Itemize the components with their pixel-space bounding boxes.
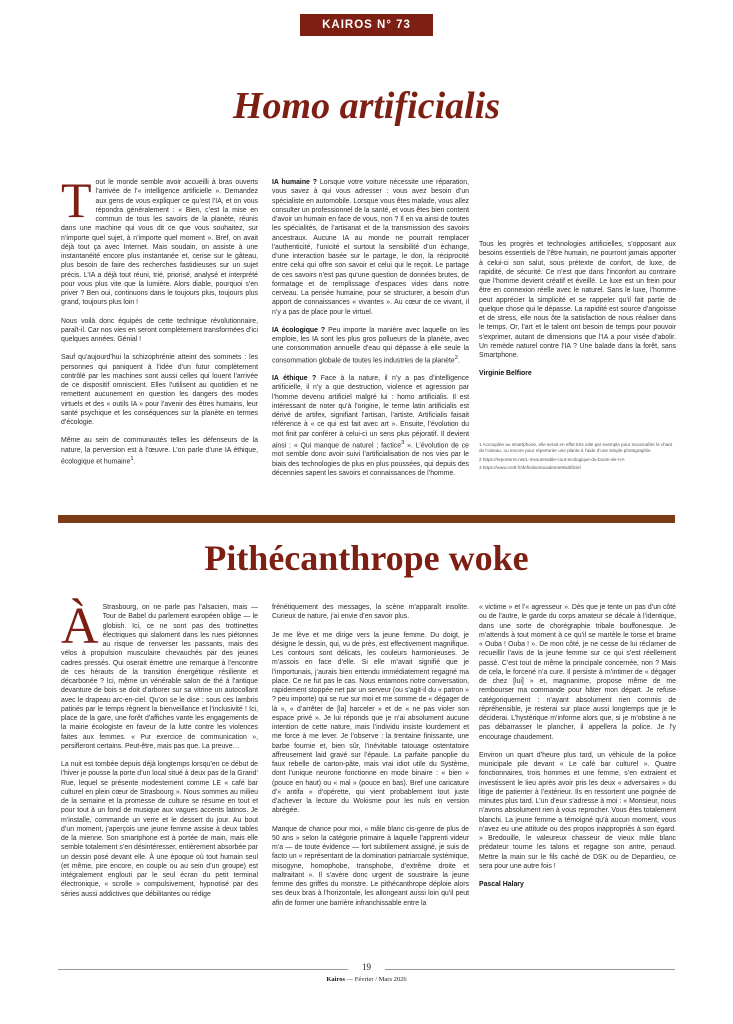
article1-paragraph-3: Sauf qu’aujourd’hui la schizophrénie atteint des sommets : les personnes qui paniquent à l’idée d’un futur complètement contrôlé par les machines sont aussi celles qui louent l’arrivée de ce dispositif omniscient. Elles l’utilisent au quotidien et ne remettent aucunement en question les dangers des modes virtuels et des « outils IA » pour l’avenir des êtres humains, leur santé psychique et les conséquences sur la planète en termes d’écologie. <box>61 354 258 426</box>
article2-paragraph-4: Je me lève et me dirige vers la jeune femme. Du doigt, je désigne le dessin, qui, vu de près, est effectivement magnifique. Les contours sont délicats, les couleurs harmonieuses. Je m’assois en face d’elle. Si elle m’avait signifié que je l’importunais, j’aurais bien entendu immédiatement regagné ma place. Ce ne fut pas le cas. Nous entamons notre conversation, rapidement stoppée net par un serveur (ou s’agit-il du « patron » ? peu importe) qui se rue sur moi et me somme de « dégager de là », « d’arrêter de [la] harceler » et de « ne pas violer son espace privé ». Je lui réponds que je n’ai absolument aucune intention de cette nature, mais l’individu insiste lourdement et me force à me lever. Je l’observe : la trentaine finissante, une barbe fournie et, bien sûr, l’inévitable tatouage ostentatoire affreusement laid gravé sur l’épaule. La parfaite panoplie du faux rebelle de carton-pâte, mais vrai idiot utile du Système, dont l’unique neurone fonctionne en mode binaire : « bien » (pouce en haut) ou « mal » (pouce en bas). Bref une caricature d’« antifa » d’opérette, qui vient probablement tout juste d’achever la lecture du Wokisme pour les nuls en version abrégée. <box>272 631 469 815</box>
article2-paragraph-6: « victime » et l’« agresseur ». Dès que je tente un pas d’un côté ou de l’autre, le garde du corps amateur se décale à l’identique, dans une sorte de chorégraphie tribale bouffonesque. Je m’attends à tout moment à ce qu’il se martèle le torse et brame « Ouba ! Ouba ! ». De mon côté, je ne cesse de lui réclamer de recueillir l’avis de la jeune femme sur ce qui s’est réellement passé. C’est tout de même la principale concernée, non ? Mais de cela, le forcené n’a cure. Il persiste à m’intimer de « dégager de chez [lui] » et, magnanime, propose même de me rembourser ma commande pour hâter mon départ. Je refuse catégoriquement : n’ayant absolument rien commis de répréhensible, je resterai sur place aussi longtemps que je le déciderai. L’hystérique m’informe alors que, si je m’obstine à ne pas débarrasser le plancher, il appellera la police. Je l’y encourage chaudement. <box>479 604 676 741</box>
footer-date: — Février / Mars 2026 <box>345 976 407 983</box>
footer-journal: Kairos <box>326 976 346 983</box>
article1-column-2 <box>272 178 469 487</box>
section-divider <box>58 515 675 523</box>
issue-badge: KAIROS N° 73 <box>300 14 433 36</box>
article1-footnotes <box>479 442 676 474</box>
drop-cap: T <box>61 172 92 228</box>
article1-paragraph-1: Tout le monde semble avoir accueilli à bras ouverts l’arrivée de l’« intelligence artificielle ». Demandez aux gens de vous expliquer ce qu’est l’IA, et on vous répondra généralement : « Bien, c’est la mise en commun de tous les savoirs de la planète, réunis dans une machine qui vous dit ce que vous souhaitez, sur n’importe quel sujet, à n’importe quel moment ». Bref, on avait déjà tout ça avec Internet. Mais soudain, on assiste à une instantanéité encore plus instantanée et, cerise sur le gâteau, plus besoin de faire des recherches fastidieuses sur un sujet précis. L’IA a déjà tout réuni, trié, priorisé, analysé et interprété pour vous plus vite que la lumière. Alors diable, pourquoi s’en priver ? Ben oui, continuons dans le toujours plus, toujours plus grand, toujours plus loin ! <box>61 172 258 307</box>
footnote-1: 1 Accouplée au smartphone, elle serait en effet très utile par exemple pour reconnaître le chant de l’oiseau, ou encore pour répertorier une plante à l’aide d’une simple photographie. <box>479 442 673 454</box>
page-number: 19 <box>362 962 371 972</box>
article2-column-3 <box>479 603 676 898</box>
article1-paragraph-ethique: IA éthique ? Face à la nature, il n’y a pas d’intelligence artificielle, il n’y a que destruction, violence et agression par l’homme devenu artificiel malgré lui : homo artificialis. Il est intéressant de noter qu’à l’origine, le terme latin artificialis est dérivé de artifex, signifiant l’artisan, l’artiste. Artificialis faisait référence à « ce qui est fait avec art ». Ensuite, l’évolution du mot finit par conférer à celui-ci un sens plus péjoratif. Il devient ainsi : « Qui manque de naturel ; factice$^3$ ». L’évolution de ce mot semble donc avoir suivi l’artificialisation de nos vies par le biais des technologies de plus en plus poussées, qui depuis des décennies sapent les savoirs et connaissances de l’homme. <box>272 375 469 477</box>
article2-paragraph-1: À Strasbourg, on ne parle pas l’alsacien, mais — Tour de Babel du parlement européen oblige — le globish. Ici, ce ne sont pas des trottinettes électriques qui slaloment dans les rues piétonnes au risque de renverser les passants, mais des vélos à propulsion musculaire chevauchés par des jeunes cadres pressés. Qui oserait émettre une remarque à l’encontre de ces hérauts de la transition énergétique résiliente et décarbonée ? Ici, même un vénérable salon de thé à l’antique devanture de bois se doit d’arborer sur sa vitrine un autocollant avec le drapeau arc-en-ciel. Qu’on se le dise : sous ces lambris patinés par le temps règnent la bienveillance et l’inclusivité ! Ici, place de la gare, une forêt d’affiches vante les engagements de la mairie écologiste en faveur de la lutte contre les violences faites aux femmes. « Pur exercice de communication », persifleront certains. Peut-être, mais pas que. La preuve… <box>61 598 258 750</box>
subheading-ia-humaine: IA humaine ? <box>272 179 318 186</box>
article1-paragraph-humaine: IA humaine ? Lorsque votre voiture nécessite une réparation, vous savez à qui vous adresser : vous avez besoin d’un spécialiste en automobile. Lorsque vous êtes malade, vous allez consulter un professionnel de la santé, et vous êtes bien content d’avoir un humain en face de vous, non ? Il en va ainsi de toutes les spécialités, de l’artisanat et de la transmission des savoirs ancestraux. Aucune IA au monde ne pourrait remplacer l’authenticité, l’unicité et surtout la sensibilité d’un échange, d’une interaction basée sur le partage, le don, la réciprocité entre celui qui offre son savoir et celui qui le reçoit. Le partage de ces savoirs n’est pas qu’une question de données brutes, de formatage et de remplissage d’espaces vides dans notre cerveau. La pensée humaine, pour se structurer, a besoin d’un apport de connaissances « vivantes ». Au cœur de ce vivant, il n’y a pas de place pour le virtuel. <box>272 179 469 316</box>
article2-signature: Pascal Halary <box>479 881 524 888</box>
article1-signature: Virginie Belfiore <box>479 370 532 378</box>
article1-paragraph-ecologique: IA écologique ? Peu importe la manière avec laquelle on les emploie, les IA sont les plus gros pollueurs de la planète, avec une consommation annuelle d’eau qui dépasse à elle seule la consommation globale de toutes les industries de la planète$^2$. <box>272 326 470 364</box>
article2-column-2 <box>272 603 469 917</box>
article1-column-1 <box>61 172 258 475</box>
article-title-homo-artificialis: Homo artificialis <box>232 85 501 127</box>
article1-paragraph-2: Nous voilà donc équipés de cette technique révolutionnaire, paraît-il. Car nos vies en seront complètement transformées d’ici quelques années. Génial ! <box>61 317 258 343</box>
footer-publication <box>0 976 733 983</box>
article1-column-3 <box>479 240 676 388</box>
drop-cap: À <box>61 598 99 655</box>
article2-paragraph-5: Manque de chance pour moi, « mâle blanc cis-genre de plus de 50 ans » selon la catégorie primaire à laquelle l’apprenti videur m’a — de toute évidence — fort subtilement assigné, je suis de facto un « représentant de la domination patriarcale systémique, misogyne, homophobe, transphobe, d’extrême droite et maltraitant ». Il s’avère donc urgent de soustraire la jeune femme des griffes du monstre. Le pithécanthrope déploie alors ses deux bras à l’horizontale, les allongeant aussi loin qu’il peut afin de former une barrière infranchissable entre la <box>272 825 469 907</box>
article1-paragraph-4: Même au sein de communautés telles les défenseurs de la nature, la perversion est à l’œuvre. L’on parle d’une IA éthique, écologique et humaine$^1$. <box>61 437 258 466</box>
article2-paragraph-7: Environ un quart d’heure plus tard, un véhicule de la police municipale pile devant « Le café bar culturel ». Quatre fonctionnaires, trois hommes et une femme, s’en extraient et investissent le lieu après avoir pris les deux « adversaires » du litige de patienter à l’extérieur. Ils en ressortent une poignée de minutes plus tard. L’un d’eux s’adresse à moi : « Monsieur, nous n’avons absolument rien à vous reprocher. Vous êtes totalement blanchi. La jeune femme a témoigné qu’à aucun moment, vous n’avez eu une attitude ou des propos inappropriés à son égard. » Bredouille, le valeureux chasseur de vieux mâle blanc prédateur tourne les talons et regagne son antre, penaud. Mettre la main sur le fils caché de DSK ou de Depardieu, ce sera pour une autre fois ! <box>479 751 676 870</box>
article-title-pithecanthrope-woke: Pithécanthrope woke <box>204 538 529 578</box>
subheading-ia-ecologique: IA écologique ? <box>272 326 326 334</box>
subheading-ia-ethique: IA éthique ? <box>272 375 317 383</box>
article2-paragraph-2: La nuit est tombée depuis déjà longtemps lorsqu’en ce début de l’hiver je pousse la porte d’un local situé à deux pas de la Grand’ Rue, lequel se présente modestement comme LE « café bar culturel en plein cœur de Strasbourg ». Nous sommes au milieu de la semaine et la promesse de culture se résume en tout et pour tout à un fond de musique aux vagues accents latinos. Je m’installe, commande un verre et le dessert du jour. Au bout d’un moment, j’aperçois une jeune femme assise à deux tables de la mienne. Son smartphone est à portée de main, mais elle semble totalement s’en désintéresser, entièrement absorbée par un dessin posé devant elle. À une époque où tout humain seul (et même, pire encore, en couple ou au sein d’un groupe) est intégralement englouti par le seul écran du petit terminal électronique, « scrolle » compulsivement, hypnotisé par des séries aussi addictives que débilitantes ou rédige <box>61 761 258 898</box>
article1-paragraph-conclusion: Tous les progrès et technologies artificielles, s’opposant aux besoins essentiels de l’être humain, ne pourront jamais apporter à celui-ci son salut, sous prétexte de confort, de luxe, de rapidité, de sécurité. Ce n’est que dans l’inconfort au contraire que l’homme devient créatif et éveillé. Le luxe est un frein pour être en connexion réelle avec le naturel. Sans le luxe, l’homme peut apprécier la simplicité et se rappeler qu’il fait partie de quelque chose qui le dépasse. La rapidité est source d’angoisse et de stress, elle nous ôte la satisfaction de nous réaliser dans le temps. Or, l’art et le talent ont besoin de temps pour pouvoir s’exprimer, autant de dimensions que l’IA a pour visée d’abolir. Un remède naturel contre l’IA ? Une balade dans la forêt, sans Smartphone. <box>479 241 676 359</box>
footnote-2: 2 https://reporterre.net/L-insoutenable-cout-ecologique-du-boom-de-l-IA <box>479 456 625 462</box>
footnote-3: 3 https://www.cnrtl.fr/definition/academie9/artificiel <box>479 465 581 471</box>
article2-paragraph-3: frénétiquement des messages, la scène m’apparaît insolite. Curieux de nature, j’ai envie d’en savoir plus. <box>272 604 469 621</box>
article2-column-1 <box>61 598 258 908</box>
